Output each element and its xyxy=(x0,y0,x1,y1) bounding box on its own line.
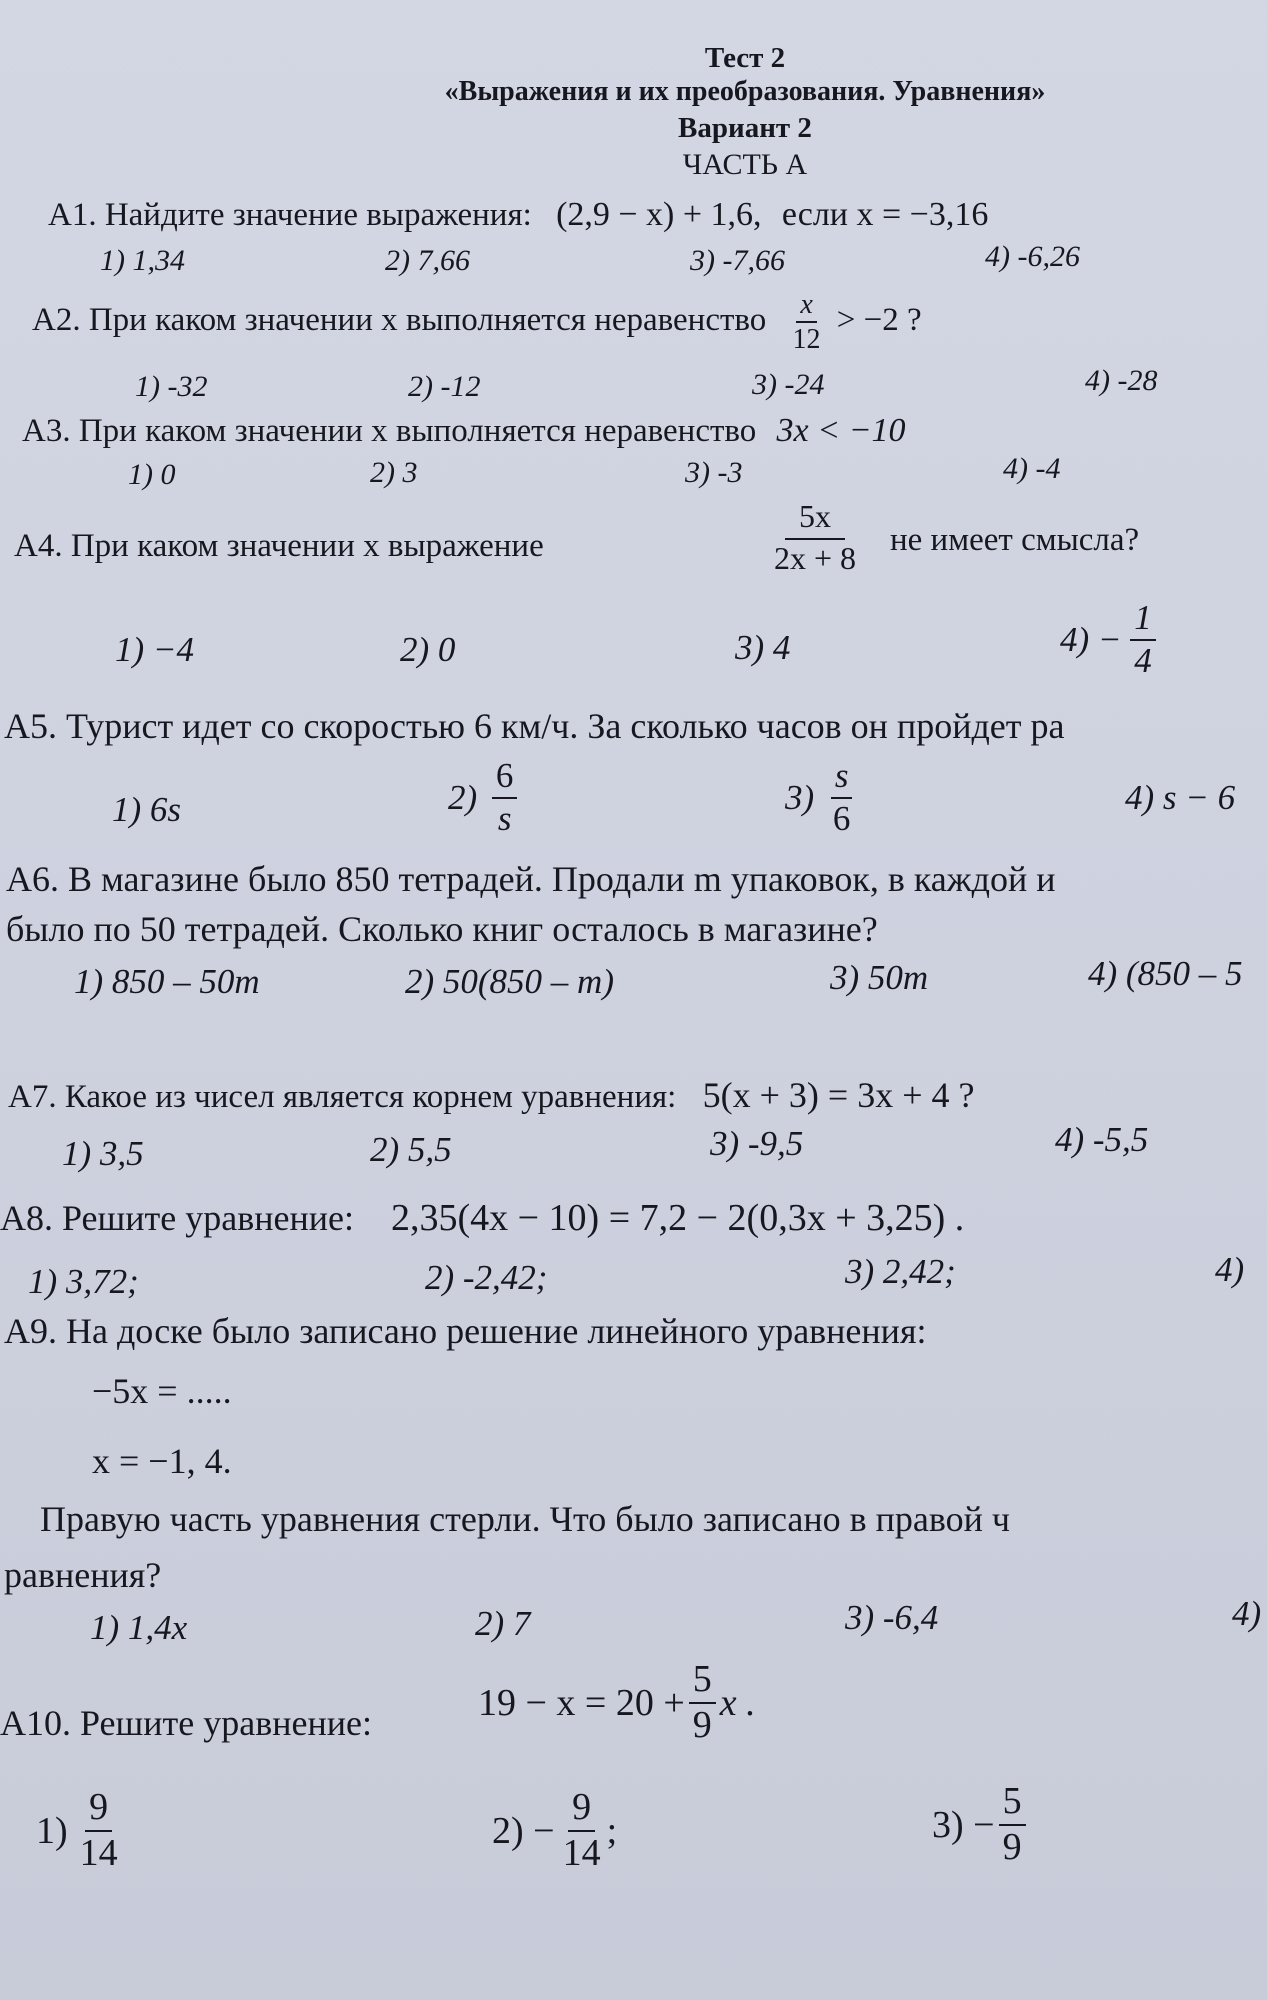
a10-option-2 xyxy=(492,1788,617,1874)
a10-option-2-tail: ; xyxy=(606,1809,618,1852)
question-a9-prompt-line-2: равнения? xyxy=(4,1555,162,1595)
question-a6-line-2: было по 50 тетрадей. Сколько книг осталось в магазине? xyxy=(6,909,878,949)
a10-equation-fraction xyxy=(689,1660,716,1746)
question-a5-text: А5. Турист идет со скоростью 6 км/ч. За сколько часов он пройдет ра xyxy=(4,706,1065,746)
a10-rhs-tail: x . xyxy=(719,1681,756,1724)
a4-fraction-numerator: 5x xyxy=(785,500,845,540)
a2-option-3: 3) -24 xyxy=(752,368,825,401)
question-a8-expression: 2,35(4x − 10) = 7,2 − 2(0,3x + 3,25) . xyxy=(390,1197,965,1239)
a5-option-3-numerator: s xyxy=(831,758,853,799)
question-a1-condition: если x = −3,16 xyxy=(781,196,989,233)
a1-option-4: 4) -6,26 xyxy=(985,240,1080,273)
a10-option-3-denominator: 9 xyxy=(1002,1825,1022,1868)
test-title: Тест 2 xyxy=(704,42,786,74)
a10-option-1-label: 1) xyxy=(36,1809,68,1852)
question-a8-text: А8. Решите уравнение: xyxy=(0,1198,354,1238)
a1-option-1: 1) 1,34 xyxy=(100,244,185,277)
a8-option-4: 4) xyxy=(1215,1250,1245,1289)
a4-option-4-fraction xyxy=(1130,600,1156,680)
a10-option-3-numerator: 5 xyxy=(999,1782,1026,1826)
a1-option-3: 3) -7,66 xyxy=(690,244,785,277)
a5-option-3-fraction xyxy=(829,758,855,838)
a4-option-3: 3) 4 xyxy=(735,628,791,667)
question-a2-fraction xyxy=(789,290,825,355)
a5-option-2-label: 2) xyxy=(448,777,478,817)
a5-option-2 xyxy=(448,758,517,838)
a9-option-4: 4) xyxy=(1232,1594,1262,1633)
question-a1-expression: (2,9 − x) + 1,6, xyxy=(556,196,762,233)
a5-option-3-denominator: 6 xyxy=(832,798,851,838)
variant-title: Вариант 2 xyxy=(678,112,812,144)
a2-fraction-numerator: x xyxy=(796,290,816,323)
a6-option-4: 4) (850 – 5 xyxy=(1088,954,1243,993)
question-a4-tail: не имеет смысла? xyxy=(890,522,1140,558)
a9-option-3: 3) -6,4 xyxy=(845,1598,939,1637)
question-a7-expression: 5(x + 3) = 3x + 4 ? xyxy=(702,1075,975,1115)
a5-option-3 xyxy=(785,758,854,838)
a4-option-4-label: 4) − xyxy=(1060,619,1122,659)
a2-fraction-denominator: 12 xyxy=(792,324,821,356)
a4-option-4 xyxy=(1060,600,1156,680)
question-a4-text: А4. При каком значении х выражение xyxy=(14,528,544,564)
a10-option-2-fraction xyxy=(559,1788,605,1874)
test-topic: «Выражения и их преобразования. Уравнения» xyxy=(444,76,1046,107)
question-a9-prompt-line-1: Правую часть уравнения стерли. Что было записано в правой ч xyxy=(40,1499,1011,1539)
question-a6-line-1: А6. В магазине было 850 тетрадей. Продали m упаковок, в каждой и xyxy=(6,859,1056,899)
question-a1-text: А1. Найдите значение выражения: xyxy=(48,197,532,233)
a7-option-3: 3) -9,5 xyxy=(710,1124,804,1163)
a5-option-3-label: 3) xyxy=(785,777,815,817)
question-a2-tail: > −2 ? xyxy=(836,301,922,338)
question-a4-fraction xyxy=(770,500,860,575)
a4-option-4-denominator: 4 xyxy=(1134,640,1152,680)
a10-option-1-fraction xyxy=(76,1788,122,1874)
a10-option-3-fraction xyxy=(999,1782,1026,1868)
a5-option-2-denominator: s xyxy=(497,798,512,838)
a3-option-2: 2) 3 xyxy=(370,456,418,489)
a3-option-3: 3) -3 xyxy=(685,456,743,489)
a5-option-2-fraction xyxy=(492,758,518,838)
question-a1 xyxy=(48,196,988,234)
a7-option-2: 2) 5,5 xyxy=(370,1130,452,1169)
a6-option-2: 2) 50(850 – m) xyxy=(405,962,614,1001)
a9-option-2: 2) 7 xyxy=(475,1604,531,1643)
a10-option-1 xyxy=(36,1788,122,1874)
a3-option-1: 1) 0 xyxy=(128,458,176,491)
question-a9-text: А9. На доске было записано решение линейного уравнения: xyxy=(4,1311,927,1351)
question-a10-text: А10. Решите уравнение: xyxy=(0,1703,372,1743)
question-a2 xyxy=(32,290,922,355)
a7-option-1: 1) 3,5 xyxy=(62,1134,144,1173)
a10-option-2-denominator: 14 xyxy=(562,1831,601,1874)
a3-option-4: 4) -4 xyxy=(1003,452,1061,485)
a9-option-1: 1) 1,4x xyxy=(90,1608,188,1647)
a2-option-4: 4) -28 xyxy=(1085,364,1158,397)
question-a3-expression: 3x < −10 xyxy=(776,412,906,449)
a10-option-1-numerator: 9 xyxy=(85,1788,112,1832)
question-a9-equation-2: x = −1, 4. xyxy=(92,1441,232,1481)
a10-option-3-label: 3) − xyxy=(932,1803,995,1846)
question-a9-equation-1: −5x = ..... xyxy=(92,1371,232,1411)
a4-option-4-numerator: 1 xyxy=(1130,600,1156,641)
a10-option-1-denominator: 14 xyxy=(79,1831,118,1874)
question-a7 xyxy=(8,1074,974,1116)
a10-option-2-numerator: 9 xyxy=(568,1788,595,1832)
question-a8 xyxy=(0,1196,964,1240)
a5-option-4: 4) s − 6 xyxy=(1125,778,1236,817)
question-a10-equation xyxy=(478,1660,756,1746)
a6-option-3: 3) 50m xyxy=(830,958,929,997)
a10-lhs: 19 − x = 20 + xyxy=(478,1681,685,1724)
a2-option-1: 1) -32 xyxy=(135,370,208,403)
a7-option-4: 4) -5,5 xyxy=(1055,1120,1149,1159)
a8-option-2: 2) -2,42; xyxy=(425,1258,548,1297)
question-a7-text: А7. Какое из чисел является корнем уравнения: xyxy=(8,1079,677,1115)
a4-option-2: 2) 0 xyxy=(400,630,456,669)
a4-option-1: 1) −4 xyxy=(115,630,195,669)
a8-option-3: 3) 2,42; xyxy=(845,1252,956,1291)
a6-option-1: 1) 850 – 50m xyxy=(74,962,260,1001)
question-a3 xyxy=(22,412,906,450)
a10-option-2-label: 2) − xyxy=(492,1809,555,1852)
a10-fraction-numerator: 5 xyxy=(689,1660,716,1704)
a10-fraction-denominator: 9 xyxy=(692,1703,712,1746)
part-title: ЧАСТЬ А xyxy=(682,148,808,181)
a10-option-3 xyxy=(932,1782,1026,1868)
a5-option-1: 1) 6s xyxy=(112,790,182,829)
a4-fraction-denominator: 2x + 8 xyxy=(774,539,857,576)
a8-option-1: 1) 3,72; xyxy=(28,1262,139,1301)
a1-option-2: 2) 7,66 xyxy=(385,244,470,277)
a5-option-2-numerator: 6 xyxy=(492,758,518,799)
question-a2-text: А2. При каком значении х выполняется неравенство xyxy=(32,301,767,338)
a2-option-2: 2) -12 xyxy=(408,370,481,403)
question-a3-text: А3. При каком значении х выполняется неравенство xyxy=(22,413,757,449)
